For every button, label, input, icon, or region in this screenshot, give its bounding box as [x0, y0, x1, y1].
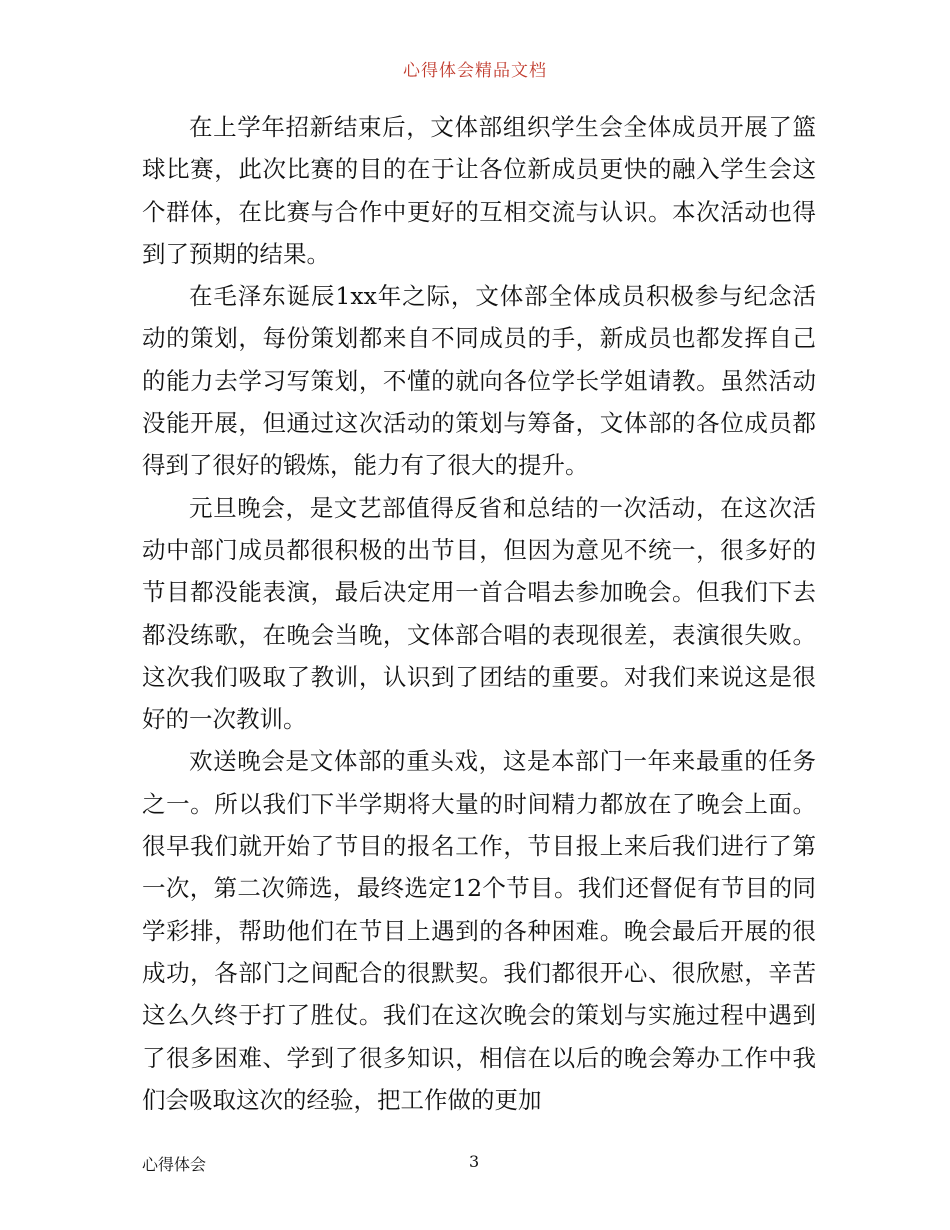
- paragraph-basketball: 在上学年招新结束后，文体部组织学生会全体成员开展了篮球比赛，此次比赛的目的在于让各位新成员更快的融入学生会这个群体，在比赛与合作中更好的互相交流与认识。本次活动也得到了预期的结果。: [142, 113, 816, 268]
- document-body: [142, 106, 816, 1121]
- page-header-title: 心得体会精品文档: [403, 61, 547, 81]
- page-number: 3: [469, 1152, 480, 1171]
- paragraph-commemoration: 在毛泽东诞辰1xx年之际，文体部全体成员积极参与纪念活动的策划，每份策划都来自不同成员的手，新成员也都发挥自己的能力去学习写策划，不懂的就向各位学长学姐请教。虽然活动没能开展，但通过这次活动的策划与筹备，文体部的各位成员都得到了很好的锻炼，能力有了很大的提升。: [142, 282, 816, 480]
- paragraph-new-year-gala: 元旦晚会，是文艺部值得反省和总结的一次活动，在这次活动中部门成员都很积极的出节目，但因为意见不统一，很多好的节目都没能表演，最后决定用一首合唱去参加晚会。但我们下去都没练歌，在晚会当晚，文体部合唱的表现很差，表演很失败。这次我们吸取了教训，认识到了团结的重要。对我们来说这是很好的一次教训。: [142, 493, 816, 734]
- paragraph-farewell-gala: 欢送晚会是文体部的重头戏，这是本部门一年来最重的任务之一。所以我们下半学期将大量的时间精力都放在了晚会上面。很早我们就开始了节目的报名工作，节目报上来后我们进行了第一次，第二次筛选，最终选定12个节目。我们还督促有节目的同学彩排，帮助他们在节目上遇到的各种困难。晚会最后开展的很成功，各部门之间配合的很默契。我们都很开心、很欣慰，辛苦这么久终于打了胜仗。我们在这次晚会的策划与实施过程中遇到了很多困难、学到了很多知识，相信在以后的晚会筹办工作中我们会吸取这次的经验，把工作做的更加: [142, 747, 816, 1114]
- page-footer-label: 心得体会: [142, 1155, 207, 1174]
